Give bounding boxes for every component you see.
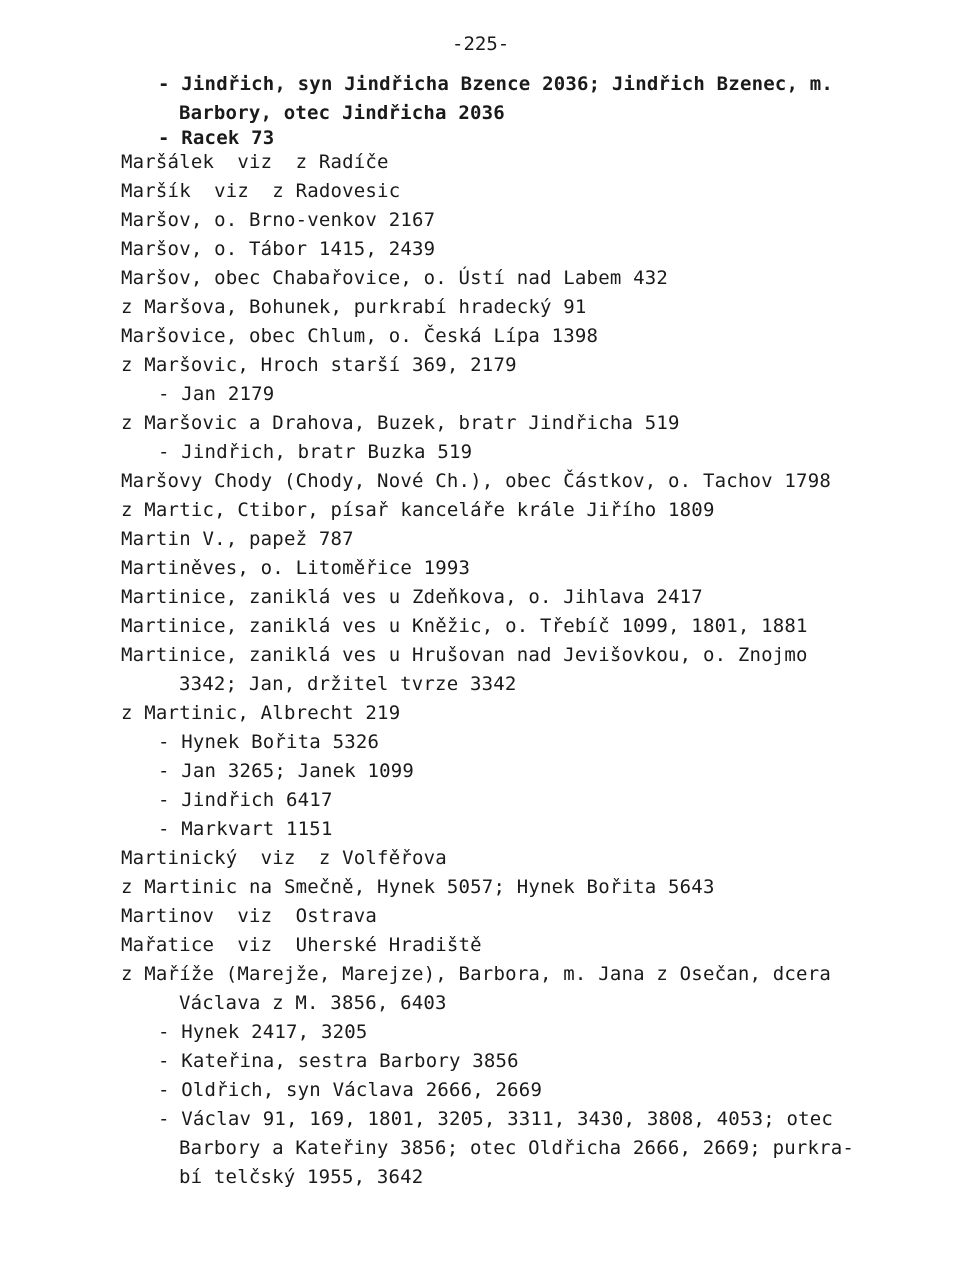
index-entry: Maršov, obec Chabařovice, o. Ústí nad Labem 432	[121, 267, 669, 289]
index-entry: z Martinic na Smečně, Hynek 5057; Hynek Bořita 5643	[121, 876, 715, 898]
index-subentry: - Václav 91, 169, 1801, 3205, 3311, 3430, 3808, 4053; otec	[158, 1108, 834, 1130]
index-subentry: - Jindřich, bratr Buzka 519	[158, 441, 473, 463]
index-entry: Martinice, zaniklá ves u Zdeňkova, o. Jihlava 2417	[121, 586, 703, 608]
index-subentry: Václava z M. 3856, 6403	[179, 992, 447, 1014]
index-subentry: - Hynek 2417, 3205	[158, 1021, 368, 1043]
index-entry: Maršovy Chody (Chody, Nové Ch.), obec Částkov, o. Tachov 1798	[121, 470, 831, 492]
index-subentry: - Jan 3265; Janek 1099	[158, 760, 415, 782]
index-entry: Maršík viz z Radovesic	[121, 180, 401, 202]
index-entry: Mařatice viz Uherské Hradiště	[121, 934, 482, 956]
page-number: -225-	[452, 33, 510, 55]
index-entry: Maršovice, obec Chlum, o. Česká Lípa 1398	[121, 325, 599, 347]
index-entry: Maršálek viz z Radíče	[121, 151, 389, 173]
index-subentry: - Racek 73	[158, 127, 275, 149]
index-subentry: - Oldřich, syn Václava 2666, 2669	[158, 1079, 543, 1101]
index-subentry: Barbory, otec Jindřicha 2036	[179, 102, 505, 124]
index-subentry: 3342; Jan, držitel tvrze 3342	[179, 673, 517, 695]
index-entry: z Martic, Ctibor, písař kanceláře krále Jiřího 1809	[121, 499, 715, 521]
index-entry: z Maršova, Bohunek, purkrabí hradecký 91	[121, 296, 587, 318]
index-subentry: bí telčský 1955, 3642	[179, 1166, 424, 1188]
index-entry: Maršov, o. Brno-venkov 2167	[121, 209, 436, 231]
index-entry: Martinov viz Ostrava	[121, 905, 378, 927]
index-subentry: - Hynek Bořita 5326	[158, 731, 380, 753]
index-entry: z Maršovic, Hroch starší 369, 2179	[121, 354, 517, 376]
index-entry: z Martinic, Albrecht 219	[121, 702, 401, 724]
index-subentry: - Jindřich, syn Jindřicha Bzence 2036; Jindřich Bzenec, m.	[158, 73, 834, 95]
index-subentry: - Kateřina, sestra Barbory 3856	[158, 1050, 519, 1072]
index-entry: Martinice, zaniklá ves u Kněžic, o. Třebíč 1099, 1801, 1881	[121, 615, 808, 637]
index-subentry: - Markvart 1151	[158, 818, 333, 840]
index-entry: Maršov, o. Tábor 1415, 2439	[121, 238, 436, 260]
index-entry: Martin V., papež 787	[121, 528, 354, 550]
index-entry: Martiněves, o. Litoměřice 1993	[121, 557, 471, 579]
index-subentry: - Jan 2179	[158, 383, 275, 405]
index-entry: z Maršovic a Drahova, Buzek, bratr Jindřicha 519	[121, 412, 680, 434]
index-entry: Martinice, zaniklá ves u Hrušovan nad Jevišovkou, o. Znojmo	[121, 644, 808, 666]
index-subentry: - Jindřich 6417	[158, 789, 333, 811]
index-entries	[121, 70, 881, 1192]
index-entry: z Maříže (Marejže, Marejze), Barbora, m. Jana z Osečan, dcera	[121, 963, 831, 985]
index-entry: Martinický viz z Volfěřova	[121, 847, 447, 869]
index-subentry: Barbory a Kateřiny 3856; otec Oldřicha 2666, 2669; purkra-	[179, 1137, 855, 1159]
